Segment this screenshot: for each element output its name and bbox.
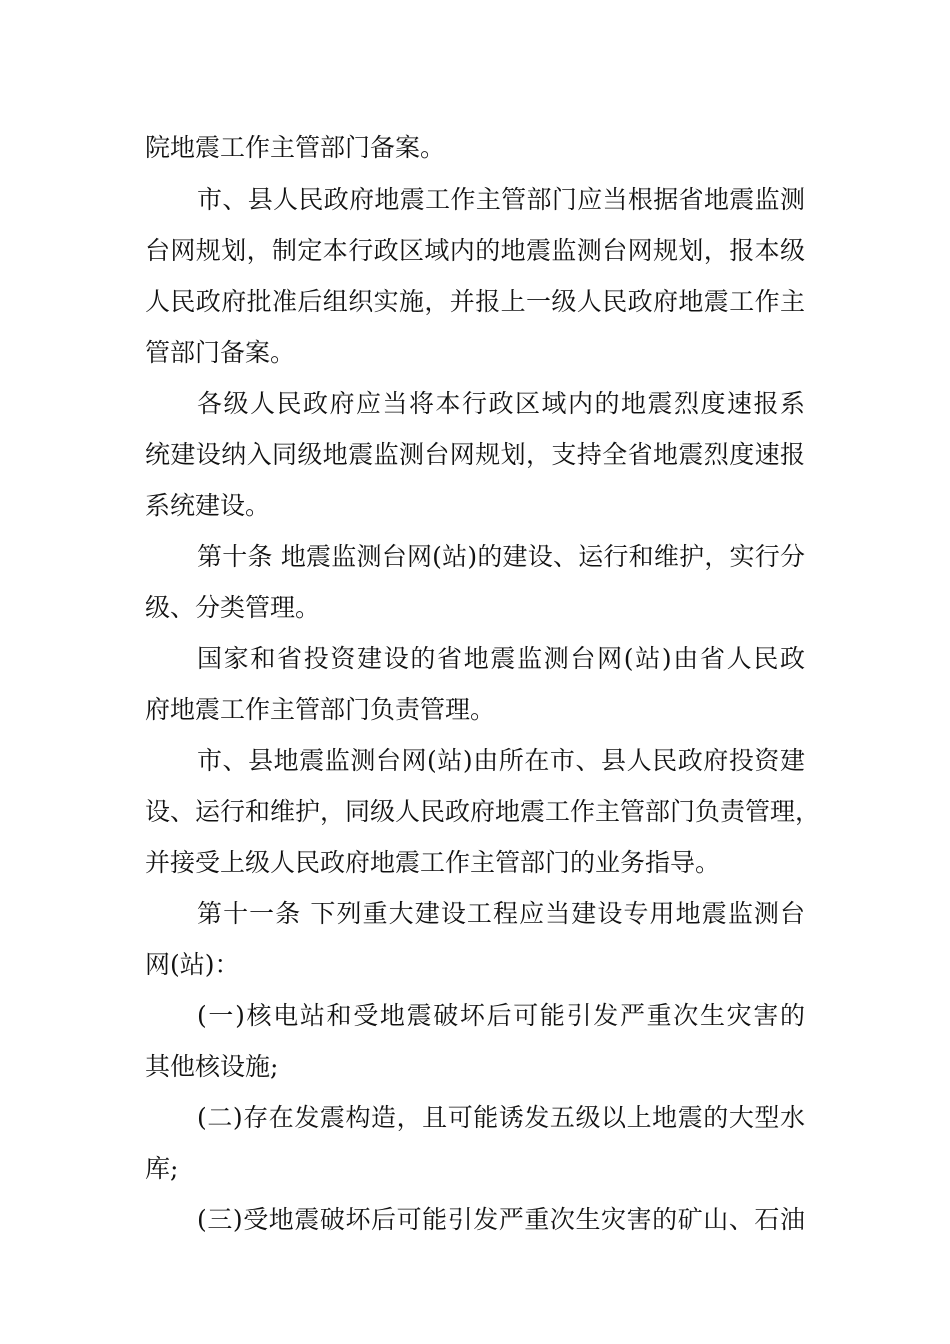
text-line: 市、县地震监测台网(站)由所在市、县人民政府投资建 — [197, 746, 805, 775]
text-line: 第十条 地震监测台网(站)的建设、运行和维护，实行分 — [197, 542, 805, 571]
text-line: 第十一条 下列重大建设工程应当建设专用地震监测台 — [197, 899, 805, 928]
text-line: 市、县人民政府地震工作主管部门应当根据省地震监测 — [197, 185, 805, 214]
text-line: (三)受地震破坏后可能引发严重次生灾害的矿山、石油 — [197, 1205, 805, 1234]
text-line: 各级人民政府应当将本行政区域内的地震烈度速报系 — [197, 389, 805, 418]
text-line: 并接受上级人民政府地震工作主管部门的业务指导。 — [145, 848, 721, 877]
text-line: 库; — [145, 1154, 179, 1183]
text-line: 国家和省投资建设的省地震监测台网(站)由省人民政 — [197, 644, 805, 673]
text-line: 管部门备案。 — [145, 338, 296, 367]
text-line: 人民政府批准后组织实施，并报上一级人民政府地震工作主 — [145, 287, 805, 316]
text-line: 系统建设。 — [145, 491, 271, 520]
text-line: (二)存在发震构造，且可能诱发五级以上地震的大型水 — [197, 1103, 805, 1132]
text-line: 统建设纳入同级地震监测台网规划，支持全省地震烈度速报 — [145, 440, 805, 469]
text-line: 网(站)： — [145, 950, 240, 979]
text-line: 其他核设施; — [145, 1052, 279, 1081]
text-line: 院地震工作主管部门备案。 — [145, 133, 446, 162]
text-line: 级、分类管理。 — [145, 593, 321, 622]
text-line: (一)核电站和受地震破坏后可能引发严重次生灾害的 — [197, 1001, 805, 1030]
text-line: 府地震工作主管部门负责管理。 — [145, 695, 496, 724]
text-line: 设、运行和维护，同级人民政府地震工作主管部门负责管理， — [145, 797, 821, 826]
text-line: 台网规划，制定本行政区域内的地震监测台网规划，报本级 — [145, 236, 805, 265]
